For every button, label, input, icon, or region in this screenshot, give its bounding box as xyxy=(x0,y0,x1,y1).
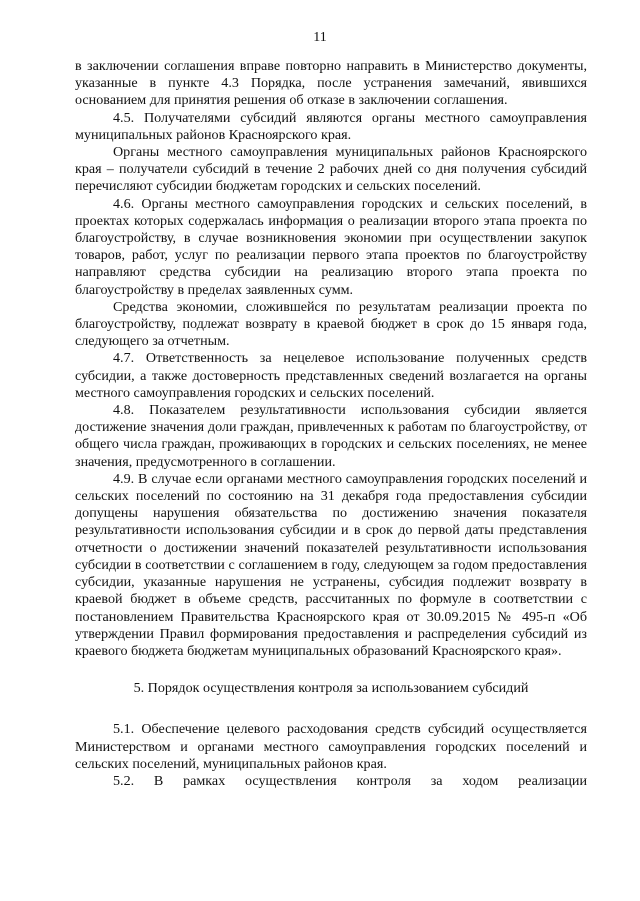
paragraph-4-8: 4.8. Показателем результативности использования субсидии является достижение значения доли граждан, привлеченных к работам по благоустройству, от общего числа граждан, проживающих в городских и сельских поселениях, не менее значения, предусмотренного в соглашении. xyxy=(75,402,587,470)
paragraph-4-9: 4.9. В случае если органами местного самоуправления городских поселений и сельских поселений по состоянию на 31 декабря года предоставления субсидии допущены нарушения обязательства по достижению значения показателя результативности использования субсидии и в срок до первой даты представления отчетности о достижении значений показателей результативности использования субсидии в соответствии с соглашением в году, следующем за годом предоставления субсидии, указанные нарушения не устранены, субсидия подлежит возврату в краевой бюджет в объеме средств, рассчитанных по формуле в соответствии с постановлением Правительства Красноярского края от 30.09.2015 № 495-п «Об утверждении Правил формирования предоставления и распределения субсидий из краевого бюджета бюджетам муниципальных образований Красноярского края». xyxy=(75,470,587,659)
paragraph-4-6-savings: Средства экономии, сложившейся по результатам реализации проекта по благоустройству, подлежат возврату в краевой бюджет в срок до 15 января года, следующего за отчетным. xyxy=(75,298,587,350)
paragraph-4-6: 4.6. Органы местного самоуправления городских и сельских поселений, в проектах которых содержалась информация о реализации второго этапа проекта по благоустройству, в случае возникновения экономии при осуществлении закупок товаров, работ, услуг по реализации первого этапа проектов по благоустройству направляют средства субсидии на реализацию второго этапа проекта по благоустройству в пределах заявленных сумм. xyxy=(75,195,587,298)
paragraph-4-5-recipients: Органы местного самоуправления муниципальных районов Красноярского края – получатели субсидий в течение 2 рабочих дней со дня получения субсидий перечисляют субсидии бюджетам городских и сельских поселений. xyxy=(75,144,587,195)
paragraph-4-7: 4.7. Ответственность за нецелевое использование полученных средств субсидии, а также достоверность представленных сведений возлагается на органы местного самоуправления городских и сельских поселений. xyxy=(75,350,587,401)
section-heading-5: 5. Порядок осуществления контроля за использованием субсидий xyxy=(133,680,529,697)
paragraph-5-1: 5.1. Обеспечение целевого расходования средств субсидий осуществляется Министерством и органами местного самоуправления городских поселений и сельских поселений, муниципальных районов края. xyxy=(75,721,587,772)
paragraph-4-5: 4.5. Получателями субсидий являются органы местного самоуправления муниципальных районов Красноярского края. xyxy=(75,109,587,143)
document-body xyxy=(75,58,587,790)
page-number: 11 xyxy=(313,30,327,45)
paragraph-5-2: 5.2. В рамках осуществления контроля за ходом реализации xyxy=(113,772,587,789)
paragraph-continuation: в заключении соглашения вправе повторно направить в Министерство документы, указанные в пункте 4.3 Порядка, после устранения замечаний, явившихся основанием для принятия решения об отказе в заключении соглашения. xyxy=(75,58,587,109)
